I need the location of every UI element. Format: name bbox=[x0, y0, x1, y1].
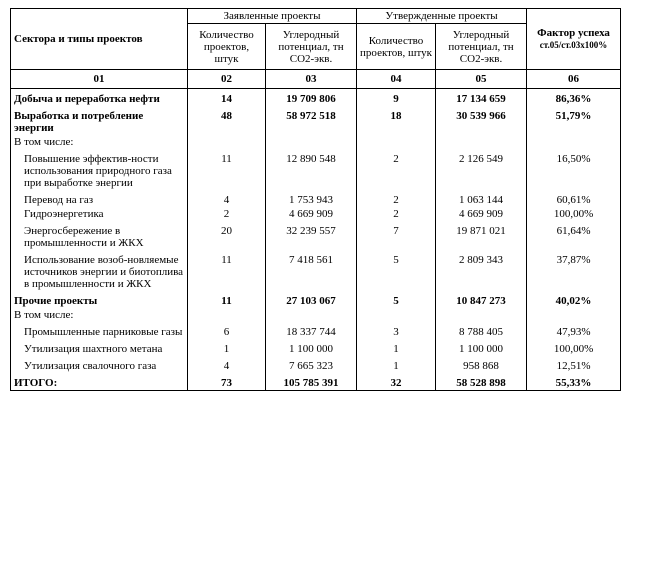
sector-name: Утилизация шахтного метана bbox=[11, 339, 188, 356]
declared-count: 20 bbox=[188, 221, 266, 250]
approved-projects-header: Утвержденные проекты bbox=[357, 9, 527, 24]
total-row bbox=[11, 373, 621, 391]
sector-name: Утилизация свалочного газа bbox=[11, 356, 188, 373]
table-row bbox=[11, 308, 621, 322]
sector-name: Прочие проекты bbox=[11, 291, 188, 308]
declared-count: 2 bbox=[188, 207, 266, 221]
approved-count: 3 bbox=[357, 322, 436, 339]
declared-carbon: 18 337 744 bbox=[266, 322, 357, 339]
declared-count-header: Количество проектов, штук bbox=[188, 24, 266, 70]
declared-count: 11 bbox=[188, 250, 266, 291]
success-factor: 40,02% bbox=[527, 291, 621, 308]
declared-projects-header: Заявленные проекты bbox=[188, 9, 357, 24]
projects-document bbox=[10, 8, 620, 391]
declared-carbon: 1 753 943 bbox=[266, 190, 357, 207]
approved-count: 5 bbox=[357, 291, 436, 308]
success-factor: 51,79% bbox=[527, 106, 621, 135]
success-factor: 55,33% bbox=[527, 373, 621, 391]
sector-name: Энергосбережение в промышленности и ЖКХ bbox=[11, 221, 188, 250]
success-factor: 16,50% bbox=[527, 149, 621, 190]
sector-name: Промышленные парниковые газы bbox=[11, 322, 188, 339]
approved-count: 32 bbox=[357, 373, 436, 391]
success-factor: 100,00% bbox=[527, 207, 621, 221]
declared-count: 11 bbox=[188, 149, 266, 190]
declared-carbon: 1 100 000 bbox=[266, 339, 357, 356]
success-factor-header bbox=[527, 9, 621, 70]
success-factor-title: Фактор успеха bbox=[537, 27, 610, 39]
approved-carbon: 2 126 549 bbox=[436, 149, 527, 190]
approved-carbon: 1 063 144 bbox=[436, 190, 527, 207]
sector-name: Выработка и потребление энергии bbox=[11, 106, 188, 135]
approved-count: 2 bbox=[357, 149, 436, 190]
approved-count-header: Количество проектов, штук bbox=[357, 24, 436, 70]
total-label: ИТОГО: bbox=[11, 373, 188, 391]
approved-carbon: 17 134 659 bbox=[436, 89, 527, 107]
table-row bbox=[11, 221, 621, 250]
column-number: 05 bbox=[436, 70, 527, 89]
sector-name: Перевод на газ bbox=[11, 190, 188, 207]
sector-name: Использование возоб-новляемые источников энергии и биотоплива в промышленности и ЖКХ bbox=[11, 250, 188, 291]
success-factor: 47,93% bbox=[527, 322, 621, 339]
declared-count: 6 bbox=[188, 322, 266, 339]
table-row bbox=[11, 106, 621, 135]
approved-count: 2 bbox=[357, 207, 436, 221]
success-factor: 37,87% bbox=[527, 250, 621, 291]
table-row bbox=[11, 250, 621, 291]
declared-count: 11 bbox=[188, 291, 266, 308]
column-number: 03 bbox=[266, 70, 357, 89]
table-row bbox=[11, 322, 621, 339]
declared-count: 4 bbox=[188, 190, 266, 207]
success-factor: 61,64% bbox=[527, 221, 621, 250]
column-number: 04 bbox=[357, 70, 436, 89]
approved-count: 7 bbox=[357, 221, 436, 250]
column-number: 02 bbox=[188, 70, 266, 89]
table-row bbox=[11, 135, 621, 149]
sector-name: Гидроэнергетика bbox=[11, 207, 188, 221]
declared-carbon: 7 418 561 bbox=[266, 250, 357, 291]
sector-name: Добыча и переработка нефти bbox=[11, 89, 188, 107]
approved-carbon: 30 539 966 bbox=[436, 106, 527, 135]
approved-count: 2 bbox=[357, 190, 436, 207]
declared-carbon: 7 665 323 bbox=[266, 356, 357, 373]
approved-carbon-header: Углеродный потенциал, тн СО2-экв. bbox=[436, 24, 527, 70]
declared-carbon: 32 239 557 bbox=[266, 221, 357, 250]
declared-carbon: 105 785 391 bbox=[266, 373, 357, 391]
projects-table bbox=[10, 8, 621, 391]
declared-count: 1 bbox=[188, 339, 266, 356]
success-factor-formula: ст.05/ст.03х100% bbox=[539, 40, 608, 50]
approved-carbon: 2 809 343 bbox=[436, 250, 527, 291]
success-factor: 12,51% bbox=[527, 356, 621, 373]
declared-carbon-header: Углеродный потенциал, тн СО2-экв. bbox=[266, 24, 357, 70]
declared-count: 14 bbox=[188, 89, 266, 107]
table-row bbox=[11, 89, 621, 107]
success-factor: 86,36% bbox=[527, 89, 621, 107]
sector-name: Повышение эффектив-ности использования природного газа при выработке энергии bbox=[11, 149, 188, 190]
declared-carbon: 19 709 806 bbox=[266, 89, 357, 107]
table-row bbox=[11, 291, 621, 308]
approved-count: 5 bbox=[357, 250, 436, 291]
column-number: 01 bbox=[11, 70, 188, 89]
declared-carbon: 4 669 909 bbox=[266, 207, 357, 221]
approved-carbon: 8 788 405 bbox=[436, 322, 527, 339]
declared-count: 4 bbox=[188, 356, 266, 373]
declared-carbon: 27 103 067 bbox=[266, 291, 357, 308]
approved-carbon: 4 669 909 bbox=[436, 207, 527, 221]
approved-carbon: 1 100 000 bbox=[436, 339, 527, 356]
declared-carbon: 12 890 548 bbox=[266, 149, 357, 190]
table-row bbox=[11, 207, 621, 221]
column-number: 06 bbox=[527, 70, 621, 89]
approved-carbon: 958 868 bbox=[436, 356, 527, 373]
table-row bbox=[11, 356, 621, 373]
declared-carbon: 58 972 518 bbox=[266, 106, 357, 135]
subsection-label: В том числе: bbox=[11, 308, 188, 322]
success-factor: 100,00% bbox=[527, 339, 621, 356]
sector-column-header: Сектора и типы проектов bbox=[11, 9, 188, 70]
approved-count: 1 bbox=[357, 356, 436, 373]
approved-count: 9 bbox=[357, 89, 436, 107]
declared-count: 73 bbox=[188, 373, 266, 391]
table-row bbox=[11, 190, 621, 207]
success-factor: 60,61% bbox=[527, 190, 621, 207]
approved-carbon: 19 871 021 bbox=[436, 221, 527, 250]
subsection-label: В том числе: bbox=[11, 135, 188, 149]
table-row bbox=[11, 149, 621, 190]
approved-carbon: 10 847 273 bbox=[436, 291, 527, 308]
declared-count: 48 bbox=[188, 106, 266, 135]
table-row bbox=[11, 339, 621, 356]
approved-carbon: 58 528 898 bbox=[436, 373, 527, 391]
approved-count: 18 bbox=[357, 106, 436, 135]
approved-count: 1 bbox=[357, 339, 436, 356]
